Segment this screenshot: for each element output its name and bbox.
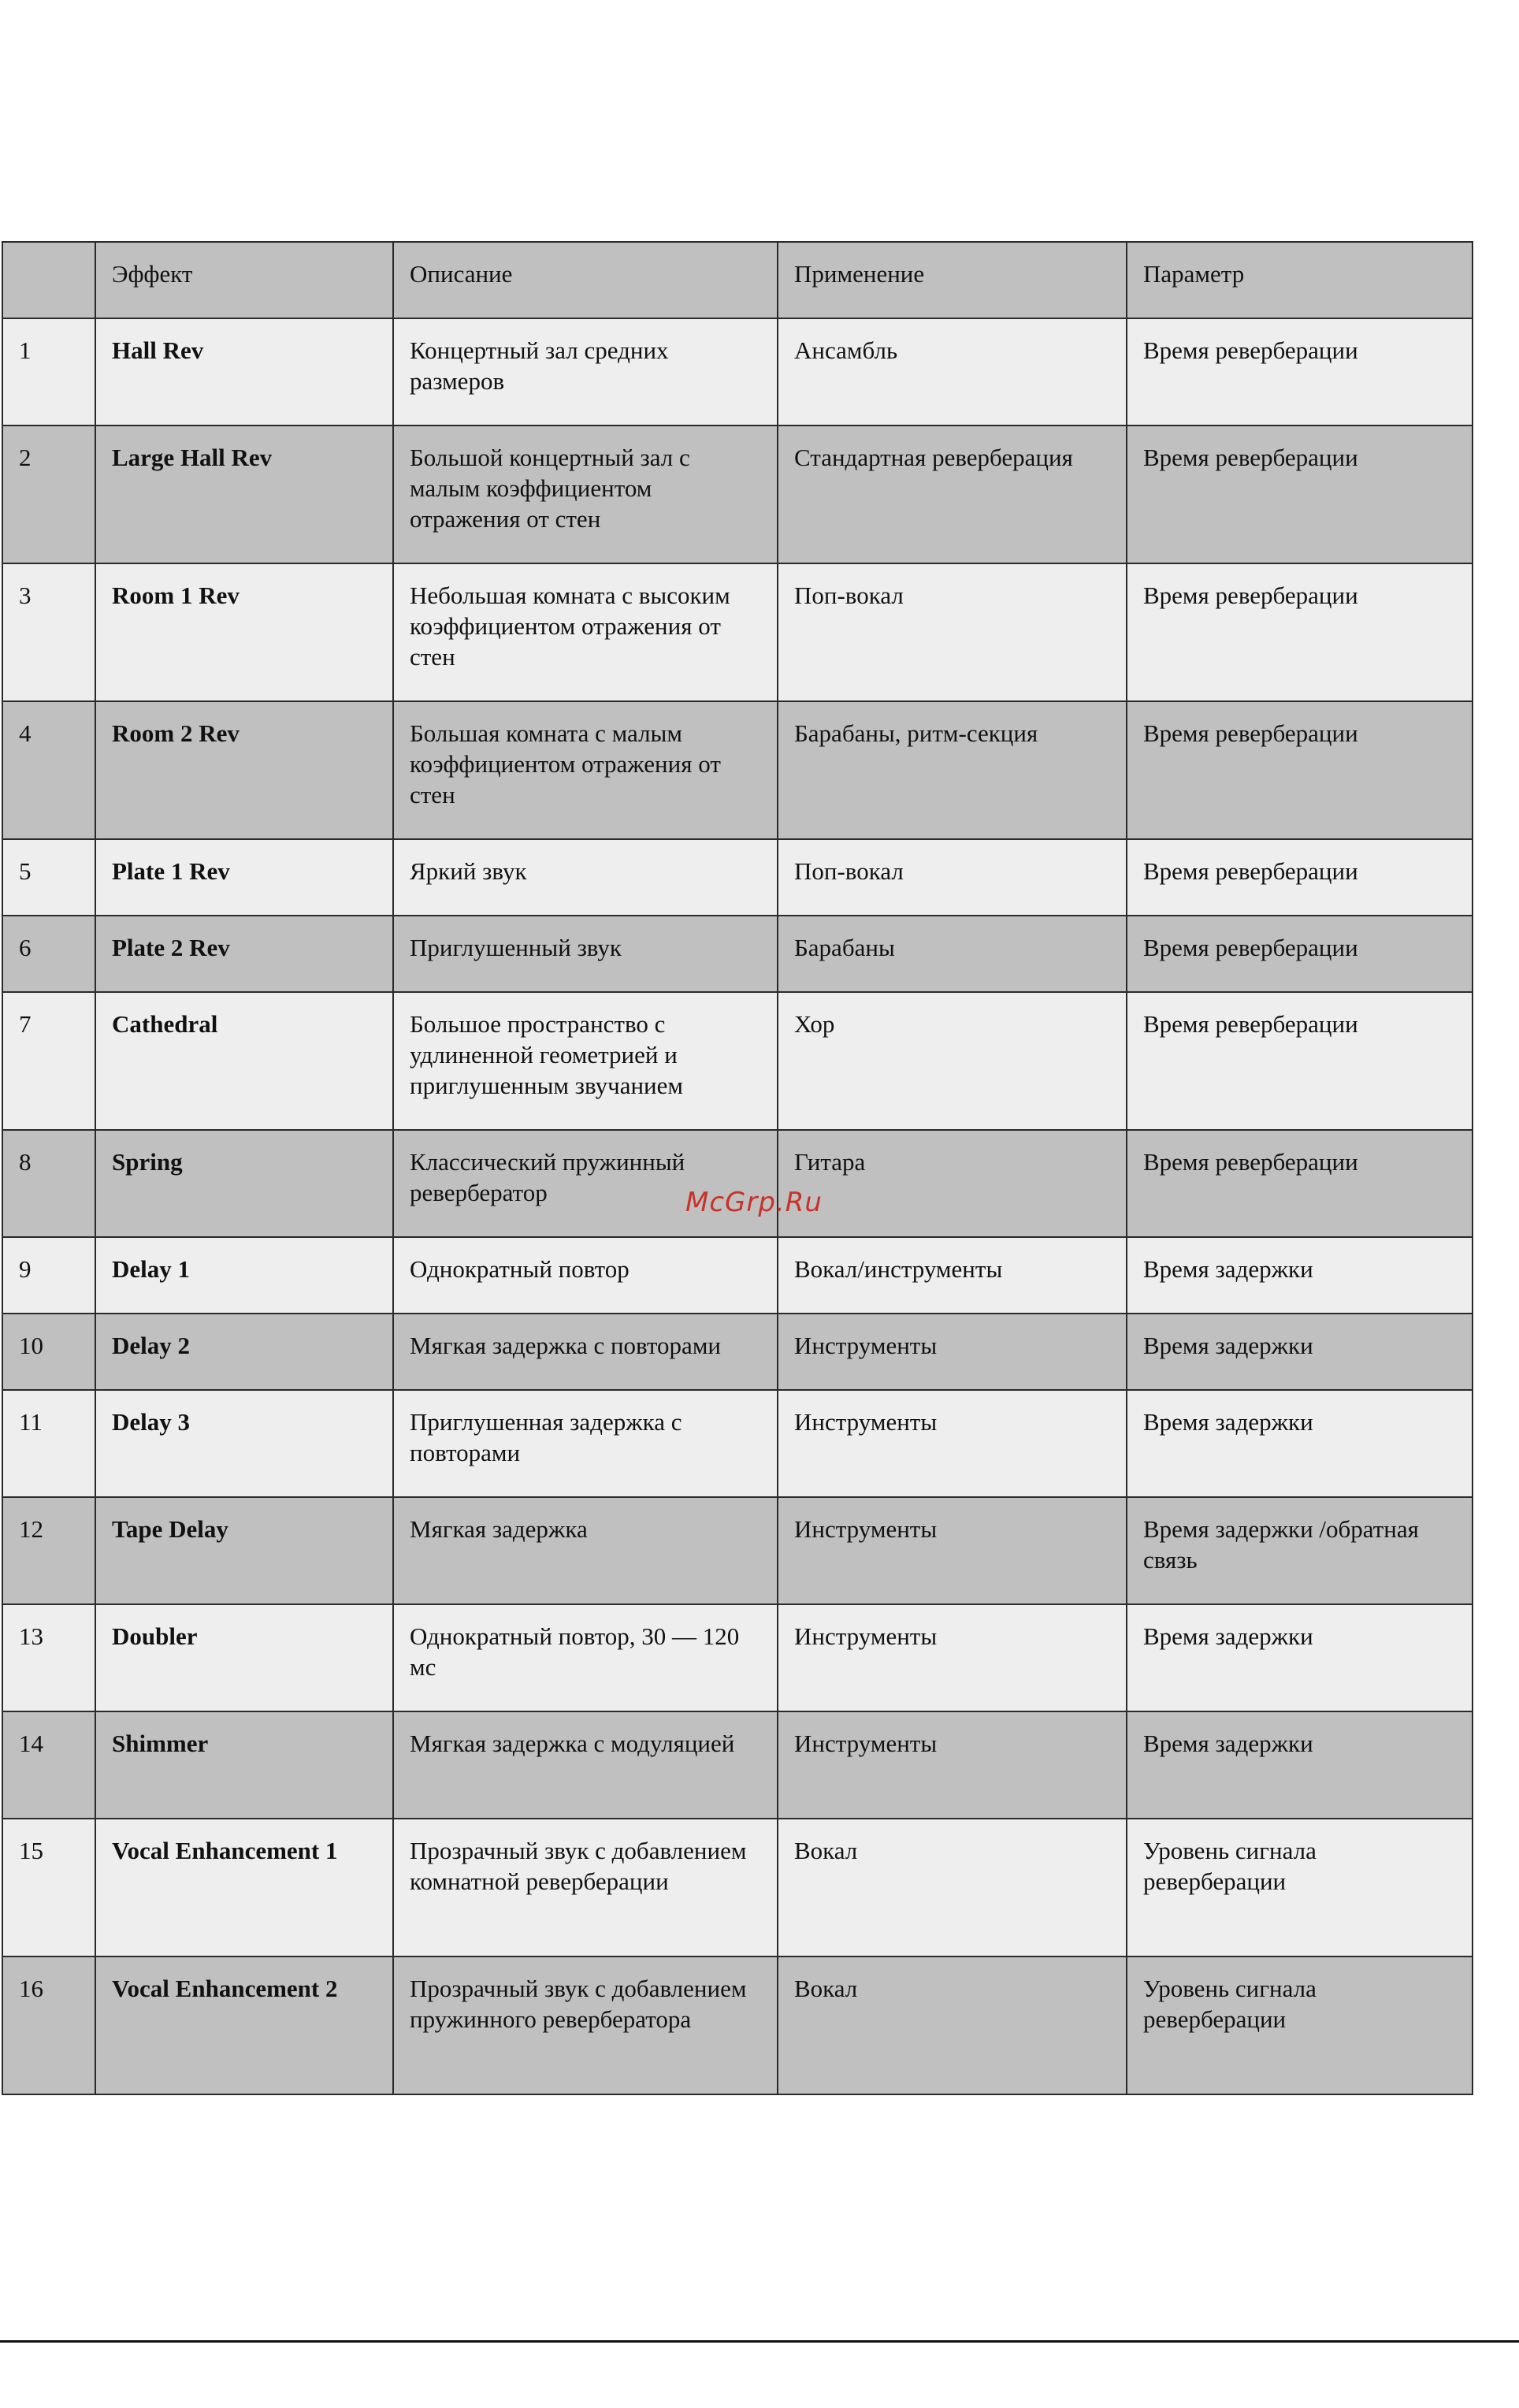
effect-usage: Стандартная реверберация (778, 425, 1127, 563)
header-effect: Эффект (95, 242, 393, 318)
table-row (2, 1956, 1473, 2094)
table-row (2, 1819, 1473, 1956)
table-row (2, 992, 1473, 1130)
effect-name: Doubler (95, 1604, 393, 1711)
header-parameter: Параметр (1127, 242, 1473, 318)
effect-name: Plate 1 Rev (95, 839, 393, 916)
effect-parameter: Время задержки (1127, 1314, 1473, 1390)
effect-name: Room 1 Rev (95, 563, 393, 701)
effect-description: Мягкая задержка с повторами (393, 1314, 778, 1390)
effect-usage: Ансамбль (778, 318, 1127, 425)
row-number: 9 (2, 1237, 95, 1314)
effect-description: Классический пружинный ревербератор (393, 1130, 778, 1237)
effect-usage: Инструменты (778, 1604, 1127, 1711)
row-number: 7 (2, 992, 95, 1130)
table-row (2, 839, 1473, 916)
effect-usage: Вокал/инструменты (778, 1237, 1127, 1314)
effect-description: Мягкая задержка (393, 1497, 778, 1604)
row-number: 15 (2, 1819, 95, 1956)
effect-description: Приглушенный звук (393, 916, 778, 992)
effect-description: Концертный зал средних размеров (393, 318, 778, 425)
effect-name: Tape Delay (95, 1497, 393, 1604)
effect-parameter: Время реверберации (1127, 1130, 1473, 1237)
effect-name: Vocal Enhancement 1 (95, 1819, 393, 1956)
effect-name: Large Hall Rev (95, 425, 393, 563)
row-number: 12 (2, 1497, 95, 1604)
effect-usage: Вокал (778, 1956, 1127, 2094)
watermark: McGrp.Ru (685, 1187, 823, 1218)
effect-description: Большая комната с малым коэффициентом отражения от стен (393, 701, 778, 839)
effect-parameter: Время задержки (1127, 1604, 1473, 1711)
effect-parameter: Уровень сигнала реверберации (1127, 1956, 1473, 2094)
row-number: 1 (2, 318, 95, 425)
effect-description: Однократный повтор, 30 — 120 мс (393, 1604, 778, 1711)
effect-parameter: Время реверберации (1127, 701, 1473, 839)
effect-parameter: Время задержки (1127, 1711, 1473, 1819)
row-number: 14 (2, 1711, 95, 1819)
header-number (2, 242, 95, 318)
effect-usage: Барабаны, ритм-секция (778, 701, 1127, 839)
effects-table (2, 241, 1473, 2095)
row-number: 11 (2, 1390, 95, 1497)
effect-parameter: Время задержки /обратная связь (1127, 1497, 1473, 1604)
effect-description: Прозрачный звук с добавлением комнатной реверберации (393, 1819, 778, 1956)
effect-usage: Инструменты (778, 1314, 1127, 1390)
effect-usage: Поп-вокал (778, 563, 1127, 701)
header-usage: Применение (778, 242, 1127, 318)
effect-parameter: Время задержки (1127, 1237, 1473, 1314)
table-row (2, 1130, 1473, 1237)
effect-description: Большое пространство с удлиненной геометрией и приглушенным звучанием (393, 992, 778, 1130)
table-row (2, 1604, 1473, 1711)
row-number: 5 (2, 839, 95, 916)
effect-name: Delay 2 (95, 1314, 393, 1390)
effect-parameter: Время реверберации (1127, 992, 1473, 1130)
table-row (2, 1711, 1473, 1819)
effect-parameter: Время реверберации (1127, 916, 1473, 992)
row-number: 2 (2, 425, 95, 563)
table-row (2, 318, 1473, 425)
effect-usage: Инструменты (778, 1497, 1127, 1604)
table-row (2, 563, 1473, 701)
effect-description: Приглушенная задержка с повторами (393, 1390, 778, 1497)
effect-name: Cathedral (95, 992, 393, 1130)
row-number: 6 (2, 916, 95, 992)
effect-parameter: Время реверберации (1127, 318, 1473, 425)
effect-description: Небольшая комната с высоким коэффициентом отражения от стен (393, 563, 778, 701)
table-row (2, 1497, 1473, 1604)
effect-name: Plate 2 Rev (95, 916, 393, 992)
row-number: 10 (2, 1314, 95, 1390)
table-row (2, 425, 1473, 563)
row-number: 16 (2, 1956, 95, 2094)
effect-name: Vocal Enhancement 2 (95, 1956, 393, 2094)
effect-name: Hall Rev (95, 318, 393, 425)
effect-description: Яркий звук (393, 839, 778, 916)
effect-usage: Хор (778, 992, 1127, 1130)
effect-parameter: Время реверберации (1127, 839, 1473, 916)
effect-description: Прозрачный звук с добавлением пружинного ревербератора (393, 1956, 778, 2094)
effect-name: Shimmer (95, 1711, 393, 1819)
effect-parameter: Уровень сигнала реверберации (1127, 1819, 1473, 1956)
effect-name: Room 2 Rev (95, 701, 393, 839)
table-row (2, 1390, 1473, 1497)
footer-divider (0, 2340, 1519, 2343)
effect-usage: Барабаны (778, 916, 1127, 992)
row-number: 3 (2, 563, 95, 701)
effect-parameter: Время задержки (1127, 1390, 1473, 1497)
table-row (2, 1314, 1473, 1390)
row-number: 4 (2, 701, 95, 839)
row-number: 8 (2, 1130, 95, 1237)
effect-usage: Вокал (778, 1819, 1127, 1956)
effect-parameter: Время реверберации (1127, 563, 1473, 701)
table-row (2, 916, 1473, 992)
table-row (2, 1237, 1473, 1314)
effect-name: Spring (95, 1130, 393, 1237)
effect-usage: Поп-вокал (778, 839, 1127, 916)
header-description: Описание (393, 242, 778, 318)
effect-usage: Инструменты (778, 1390, 1127, 1497)
effect-parameter: Время реверберации (1127, 425, 1473, 563)
effect-usage: Инструменты (778, 1711, 1127, 1819)
effect-description: Однократный повтор (393, 1237, 778, 1314)
table-header-row (2, 242, 1473, 318)
row-number: 13 (2, 1604, 95, 1711)
effect-description: Большой концертный зал с малым коэффициентом отражения от стен (393, 425, 778, 563)
effect-name: Delay 1 (95, 1237, 393, 1314)
effect-name: Delay 3 (95, 1390, 393, 1497)
table-row (2, 701, 1473, 839)
effect-description: Мягкая задержка с модуляцией (393, 1711, 778, 1819)
effect-usage: Гитара (778, 1130, 1127, 1237)
